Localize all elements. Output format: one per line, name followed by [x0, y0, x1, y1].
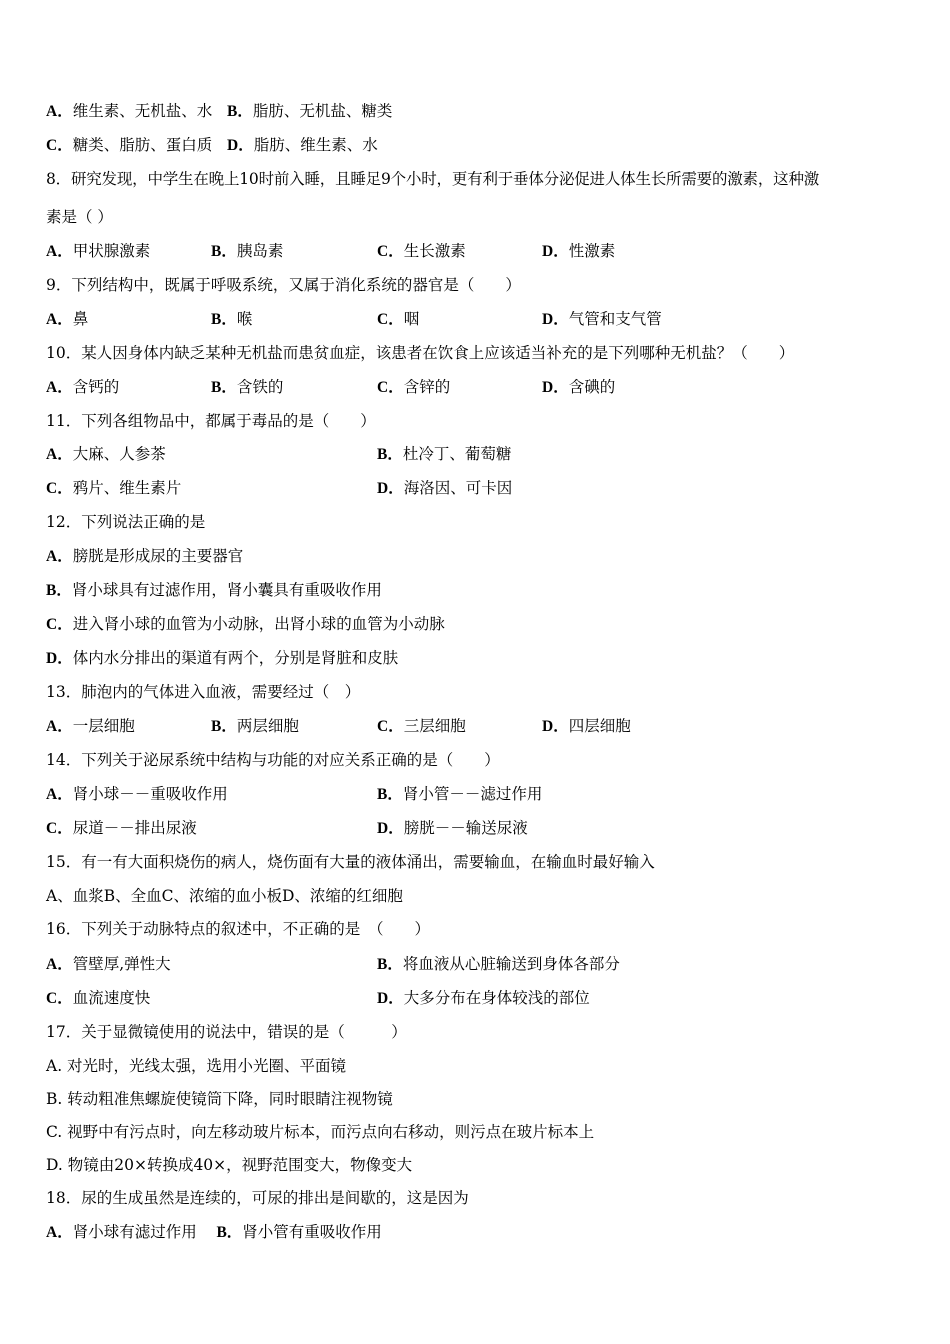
question-8-stem-line-1: 8．研究发现，中学生在晚上10时前入睡，且睡足9个小时，更有利于垂体分泌促进人体生长所需要的激素，这种激 [46, 170, 820, 188]
question-14-stem: 14．下列关于泌尿系统中结构与功能的对应关系正确的是（ ） [46, 751, 500, 769]
question-12-option-b: B．肾小球具有过滤作用，肾小囊具有重吸收作用 [46, 581, 382, 599]
question-10-option-a: A．含钙的 [46, 378, 120, 396]
option-label: B． [227, 103, 253, 120]
option-label: D． [227, 137, 254, 154]
question-13-option-a: A．一层细胞 [46, 717, 135, 735]
question-11-option-b: B．杜冷丁、葡萄糖 [377, 445, 512, 463]
question-8-stem-line-2: 素是（ ） [46, 208, 113, 226]
question-16-option-a: A．管壁厚,弹性大 [46, 955, 171, 973]
question-11-option-a: A．大麻、人参茶 [46, 445, 166, 463]
question-13-option-d: D．四层细胞 [542, 717, 631, 735]
question-11-stem: 11．下列各组物品中，都属于毒品的是（ ） [46, 412, 376, 430]
question-12-stem: 12．下列说法正确的是 [46, 513, 206, 531]
option-label: C． [46, 137, 73, 154]
question-8-option-c: C．生长激素 [377, 242, 466, 260]
option-label: B． [216, 1224, 243, 1241]
question-10-option-b: B．含铁的 [211, 378, 284, 396]
question-9-option-d: D．气管和支气管 [542, 310, 662, 328]
question-12-option-a: A．膀胱是形成尿的主要器官 [46, 547, 244, 565]
option-text: 肾小管有重吸收作用 [242, 1223, 382, 1241]
question-13-stem: 13．肺泡内的气体进入血液，需要经过（ ） [46, 683, 361, 701]
question-17-option-c: C. 视野中有污点时，向左移动玻片标本，而污点向右移动，则污点在玻片标本上 [46, 1123, 595, 1141]
question-17-option-b: B. 转动粗准焦螺旋使镜筒下降，同时眼睛注视物镜 [46, 1090, 393, 1108]
question-10-stem: 10．某人因身体内缺乏某种无机盐而患贫血症，该患者在饮食上应该适当补充的是下列哪种无机盐？（ ） [46, 344, 795, 362]
question-18-stem: 18．尿的生成虽然是连续的，可尿的排出是间歇的，这是因为 [46, 1189, 469, 1207]
q7-options-row-1 [46, 101, 392, 122]
question-14-option-d: D．膀胱－－输送尿液 [377, 819, 528, 837]
question-14-option-c: C．尿道－－排出尿液 [46, 819, 197, 837]
q7-options-row-2 [46, 135, 378, 156]
question-11-option-d: D．海洛因、可卡因 [377, 479, 513, 497]
question-13-option-c: C．三层细胞 [377, 717, 466, 735]
question-8-option-d: D．性激素 [542, 242, 616, 260]
question-10-option-d: D．含碘的 [542, 378, 616, 396]
question-16-option-b: B．将血液从心脏输送到身体各部分 [377, 955, 620, 973]
question-16-option-d: D．大多分布在身体较浅的部位 [377, 989, 590, 1007]
question-17-stem: 17．关于显微镜使用的说法中，错误的是（ ） [46, 1023, 407, 1041]
option-text: 脂肪、维生素、水 [253, 136, 378, 154]
question-9-option-a: A．鼻 [46, 310, 89, 328]
question-14-option-a: A．肾小球－－重吸收作用 [46, 785, 228, 803]
option-text: 糖类、脂肪、蛋白质 [72, 136, 213, 154]
question-16-stem: 16．下列关于动脉特点的叙述中，不正确的是 （ ） [46, 920, 430, 938]
option-text: 脂肪、无机盐、糖类 [252, 102, 393, 120]
question-9-option-c: C．咽 [377, 310, 420, 328]
question-14-option-b: B．肾小管－－滤过作用 [377, 785, 543, 803]
question-9-stem: 9．下列结构中，既属于呼吸系统，又属于消化系统的器官是（ ） [46, 276, 521, 294]
question-17-option-d: D. 物镜由20×转换成40×，视野范围变大，物像变大 [46, 1156, 413, 1174]
question-11-option-c: C．鸦片、维生素片 [46, 479, 182, 497]
question-10-option-c: C．含锌的 [377, 378, 451, 396]
question-12-option-c: C．进入肾小球的血管为小动脉，出肾小球的血管为小动脉 [46, 615, 445, 633]
question-8-option-a: A．甲状腺激素 [46, 242, 151, 260]
question-15-options: A、血浆B、全血C、浓缩的血小板D、浓缩的红细胞 [46, 887, 403, 905]
question-16-option-c: C．血流速度快 [46, 989, 151, 1007]
question-15-stem: 15．有一有大面积烧伤的病人，烧伤面有大量的液体涌出，需要输血，在输血时最好输入 [46, 853, 655, 871]
question-18-options-row-1 [46, 1222, 382, 1243]
question-17-option-a: A. 对光时，光线太强，选用小光圈、平面镜 [46, 1057, 347, 1075]
question-12-option-d: D．体内水分排出的渠道有两个，分别是肾脏和皮肤 [46, 649, 399, 667]
question-13-option-b: B．两层细胞 [211, 717, 299, 735]
question-9-option-b: B．喉 [211, 310, 253, 328]
question-8-option-b: B．胰岛素 [211, 242, 284, 260]
option-label: A． [46, 1224, 73, 1241]
option-text: 维生素、无机盐、水 [72, 102, 213, 120]
option-text: 肾小球有滤过作用 [72, 1223, 197, 1241]
option-label: A． [46, 103, 73, 120]
